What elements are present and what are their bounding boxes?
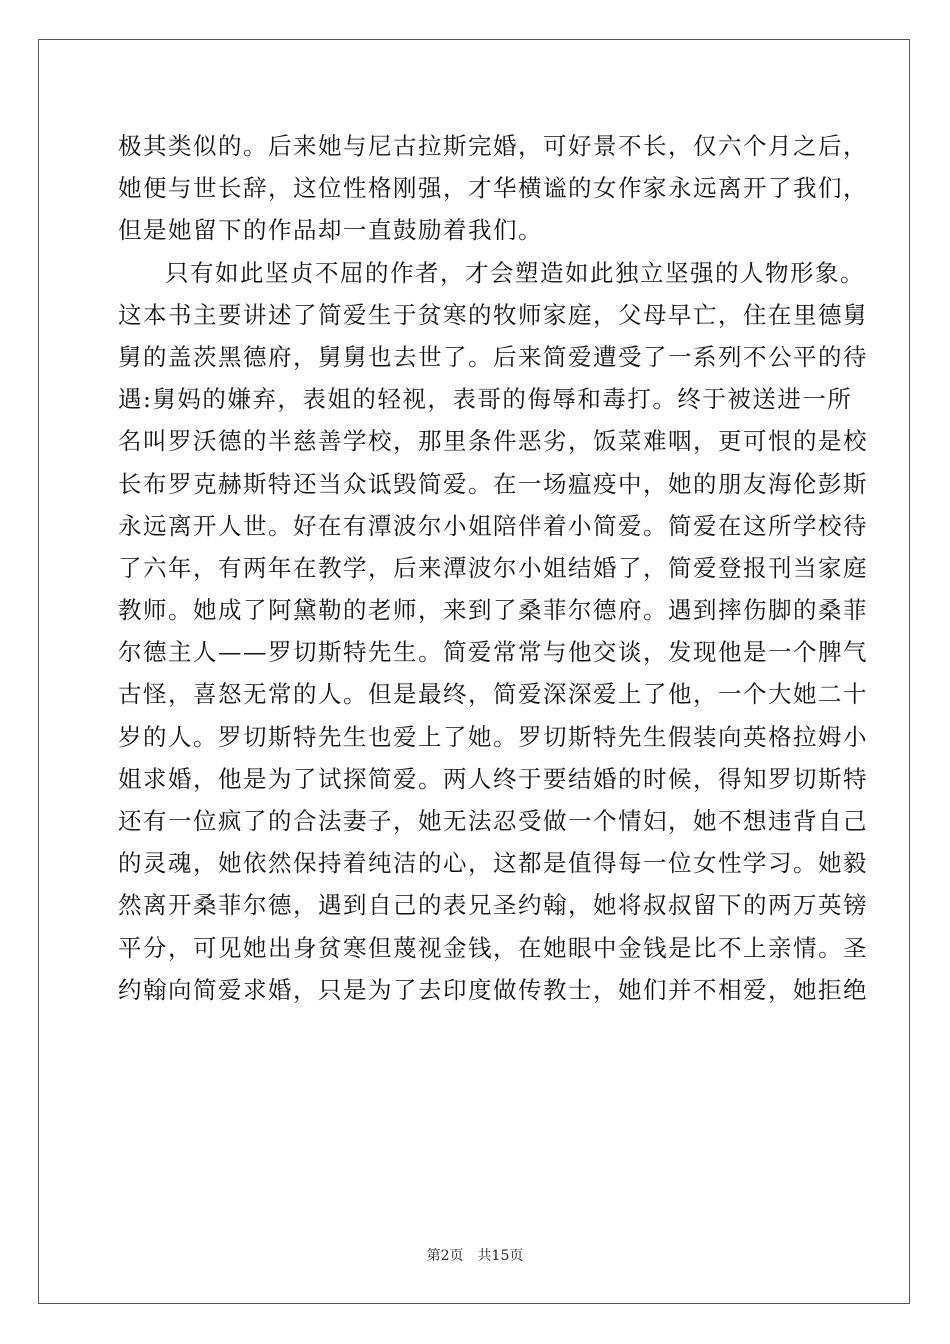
text-line: 还有一位疯了的合法妻子，她无法忍受做一个情妇，她不想违背自己 bbox=[118, 807, 868, 835]
text-line: 姐求婚，他是为了试探简爱。两人终于要结婚的时候，得知罗切斯特 bbox=[118, 764, 868, 793]
text-line: 但是她留下的作品却一直鼓励着我们。 bbox=[118, 216, 543, 245]
text-line: 永远离开人世。好在有潭波尔小姐陪伴着小简爱。简爱在这所学校待 bbox=[118, 511, 868, 540]
paragraph-first-line: 只有如此坚贞不屈的作者，才会塑造如此独立坚强的人物形象。 bbox=[165, 258, 865, 287]
text-line: 教师。她成了阿黛勒的老师，来到了桑菲尔德府。遇到摔伤脚的桑菲 bbox=[118, 596, 868, 625]
text-line: 名叫罗沃德的半慈善学校，那里条件恶劣，饭菜难咽，更可恨的是校 bbox=[118, 427, 868, 456]
text-line: 舅的盖茨黑德府，舅舅也去世了。后来简爱遭受了一系列不公平的待 bbox=[118, 342, 868, 371]
body-text bbox=[118, 125, 868, 1011]
text-line: 的灵魂，她依然保持着纯洁的心，这都是值得每一位女性学习。她毅 bbox=[118, 849, 868, 878]
text-line: 平分，可见她出身贫寒但蔑视金钱，在她眼中金钱是比不上亲情。圣 bbox=[118, 933, 868, 962]
text-line: 古怪，喜怒无常的人。但是最终，简爱深深爱上了他，一个大她二十 bbox=[118, 680, 868, 709]
text-line: 尔德主人——罗切斯特先生。简爱常常与他交谈，发现他是一个脾气 bbox=[118, 638, 868, 667]
text-line: 她便与世长辞，这位性格刚强，才华横谧的女作家永远离开了我们， bbox=[118, 174, 868, 203]
page-number-footer: 第2页 共15页 bbox=[426, 1248, 524, 1264]
text-line: 极其类似的。后来她与尼古拉斯完婚，可好景不长，仅六个月之后， bbox=[118, 132, 868, 160]
text-line: 这本书主要讲述了简爱生于贫寒的牧师家庭，父母早亡，住在里德舅 bbox=[118, 300, 868, 329]
text-line: 遇:舅妈的嫌弃，表姐的轻视，表哥的侮辱和毒打。终于被送进一所 bbox=[118, 385, 853, 414]
text-line: 然离开桑菲尔德，遇到自己的表兄圣约翰，她将叔叔留下的两万英镑 bbox=[118, 891, 868, 920]
text-line: 了六年，有两年在教学，后来潭波尔小姐结婚了，简爱登报刊当家庭 bbox=[118, 553, 868, 582]
text-line: 长布罗克赫斯特还当众诋毁简爱。在一场瘟疫中，她的朋友海伦彭斯 bbox=[118, 469, 868, 498]
text-line: 约翰向简爱求婚，只是为了去印度做传教士，她们并不相爱，她拒绝 bbox=[118, 975, 868, 1004]
text-line: 岁的人。罗切斯特先生也爱上了她。罗切斯特先生假装向英格拉姆小 bbox=[118, 722, 868, 751]
